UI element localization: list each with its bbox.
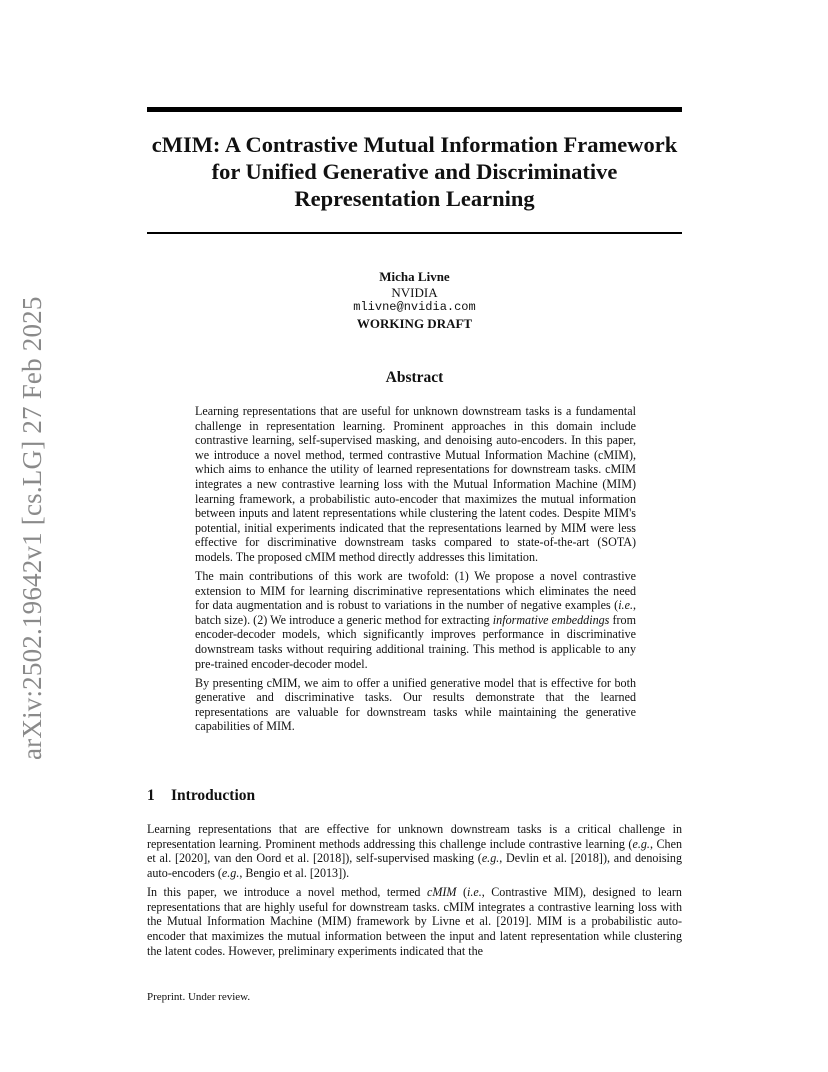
intro-p1-eg-2: e.g.: [481, 851, 500, 866]
title-line-3: Representation Learning: [294, 186, 535, 211]
section-title: Introduction: [171, 787, 256, 804]
draft-note: WORKING DRAFT: [356, 315, 473, 331]
abstract-heading: Abstract: [385, 369, 444, 386]
title-top-rule: [147, 107, 682, 112]
intro-p2-cmim: cMIM: [426, 885, 457, 900]
title-line-2: for Unified Generative and Discriminative: [211, 159, 618, 184]
intro-paragraph-2: [147, 885, 682, 958]
intro-p2-text-b: (: [456, 885, 467, 900]
intro-p1-text-c: , Devlin et al. [2018]), and denoising auto-encoders (: [147, 851, 683, 880]
author-affiliation: NVIDIA: [391, 284, 438, 300]
preprint-footer: Preprint. Under review.: [147, 991, 251, 1003]
abstract-p2-ie: i.e.: [618, 598, 633, 613]
abstract-paragraph-1: Learning representations that are useful for unknown downstream tasks is a fundamental challenge in representation learning. Prominent approaches in this domain include contrastive learning, self-supervised masking, and denoising auto-encoders. In this paper, we introduce a novel method, termed contrastive Mutual Information Machine (cMIM), which aims to enhance the utility of learned representations for downstream tasks. cMIM integrates a new contrastive learning loss with the Mutual Information Machine (MIM) learning framework, a probabilistic auto-encoder that maximizes the mutual information between inputs and latent representations while clustering the latent codes. Despite MIM's potential, initial experiments indicated that the representations learned by MIM were less effective for discriminative downstream tasks compared to state-of-the-art (SOTA) models. The proposed cMIM method directly addresses this limitation.: [195, 404, 636, 564]
author-name: Micha Livne: [379, 269, 450, 284]
abstract-paragraph-2: [195, 569, 636, 671]
abstract-p2-text-a: The main contributions of this work are twofold: (1) We propose a novel contrastive extension to MIM for learning discriminative representations which eliminates the need for data augmentation and is robust to variations in the number of negative examples (: [195, 569, 636, 613]
arxiv-identifier-stamp: [14, 290, 50, 760]
intro-p2-ie: i.e.: [466, 885, 482, 900]
paper-title: [147, 131, 682, 212]
arxiv-identifier-text: arXiv:2502.19642v1 [cs.LG] 27 Feb 2025: [17, 296, 47, 760]
title-bottom-rule: [147, 232, 682, 234]
intro-p1-text-b: , Chen et al. [2020], van den Oord et al. [2018]), self-supervised masking (: [147, 836, 682, 866]
author-block: [147, 269, 682, 331]
intro-p2-text-c: , Contrastive MIM), designed to learn representations that are highly useful for downstream tasks. cMIM integrates a contrastive learning loss with the Mutual Information Machine (MIM) framework by Livne et al. [2019]. MIM is a probabilistic auto-encoder that maximizes the mutual information between the input and latent representation while clustering the latent codes. However, preliminary experiments indicated that the: [147, 885, 682, 958]
section-heading-introduction: [147, 786, 682, 806]
abstract-p2-emphasis: informative embeddings: [492, 612, 610, 627]
title-line-1: cMIM: A Contrastive Mutual Information Framework: [151, 132, 678, 157]
abstract-p2-text-b: , batch size). (2) We introduce a generic method for extracting: [195, 598, 636, 627]
intro-p1-text-a: Learning representations that are effective for unknown downstream tasks is a critical challenge in representation learning. Prominent methods addressing this challenge include contrastive learning (: [147, 822, 682, 851]
intro-p1-text-d: , Bengio et al. [2013]).: [239, 865, 350, 880]
abstract-paragraph-3: By presenting cMIM, we aim to offer a unified generative model that is effective for both generative and discriminative tasks. Our results demonstrate that the learned representations are valuable for downstream tasks while maintaining the generative capabilities of MIM.: [195, 675, 636, 734]
abstract-body: [195, 404, 636, 739]
abstract-p2-text-c: from encoder-decoder models, which significantly improves performance in discriminative downstream tasks without requiring additional training. This method is applicable to any pre-trained encoder-decoder model.: [195, 612, 636, 671]
intro-paragraph-1: [147, 822, 682, 880]
introduction-body: [147, 822, 682, 963]
intro-p2-text-a: In this paper, we introduce a novel method, termed: [147, 885, 427, 900]
intro-p1-eg-3: e.g.: [221, 865, 240, 880]
author-email: mlivne@nvidia.com: [353, 300, 476, 314]
intro-p1-eg-1: e.g.: [632, 836, 650, 851]
section-number: 1: [147, 787, 155, 804]
